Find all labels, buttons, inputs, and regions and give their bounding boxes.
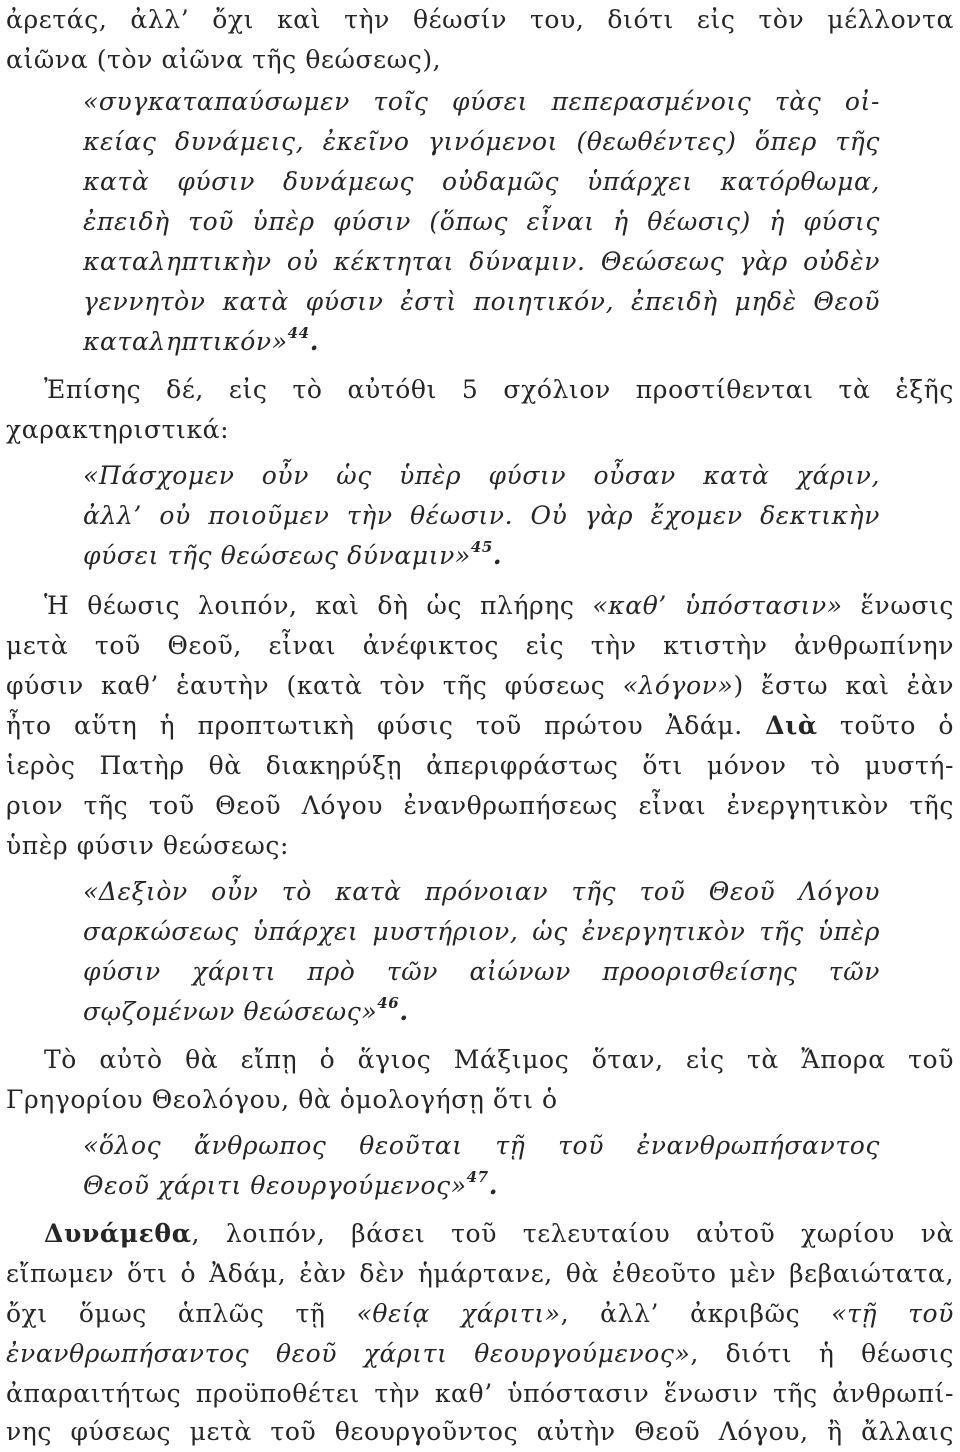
text-run: καταληπτικόν»	[83, 327, 288, 356]
footnote-ref: 45	[470, 538, 493, 556]
text-run: τοῦτο ὁ	[817, 711, 954, 740]
text-run: φύσει τῆς θεώσεως δύναμιν»	[83, 541, 471, 570]
text-run: «Πάσχομεν οὖν ὡς ὑπὲρ φύσιν οὖσαν κατὰ χάριν,	[83, 461, 880, 490]
text-line	[6, 786, 954, 826]
text-run: «τῇ τοῦ	[831, 1299, 954, 1328]
quote-line	[83, 496, 880, 536]
text-run: Διὰ	[765, 711, 818, 740]
text-line	[6, 1294, 954, 1334]
text-line	[6, 1334, 954, 1374]
text-run: καταληπτικὴν οὐ κέκτηται δύναμιν. Θεώσεως γὰρ οὐδὲν	[83, 247, 880, 276]
text-run: .	[309, 327, 320, 356]
quote-line	[83, 202, 880, 242]
text-run: Ἐπίσης δέ, εἰς τὸ αὐτόθι 5 σχόλιον προστίθενται τὰ ἑξῆς	[44, 375, 954, 404]
text-run: «συγκαταπαύσωμεν τοῖς φύσει πεπερασμένοις τὰς οἰ-	[83, 87, 880, 116]
quote-line	[83, 992, 880, 1032]
text-run: σῳζομένων θεώσεως»	[83, 997, 378, 1026]
text-line	[6, 826, 954, 866]
text-run: ὑπὲρ φύσιν θεώσεως:	[6, 831, 290, 860]
text-run: ἐπειδὴ τοῦ ὑπὲρ φύσιν (ὅπως εἶναι ἡ θέωσις) ἡ φύσις	[83, 207, 880, 236]
text-line	[44, 370, 954, 410]
text-run: κείας δυνάμεις, ἐκεῖνο γινόμενοι (θεωθέντες) ὅπερ τῆς	[83, 127, 880, 156]
quote-line	[83, 82, 880, 122]
text-run: γεννητὸν κατὰ φύσιν ἐστὶ ποιητικόν, ἐπειδὴ μηδὲ Θεοῦ	[83, 287, 880, 316]
text-run: .	[399, 997, 409, 1026]
text-run: ἦτο αὕτη ἡ προπτωτικὴ φύσις τοῦ πρώτου Ἀδάμ.	[6, 711, 766, 740]
quote-line	[83, 242, 880, 282]
footnote-ref: 47	[466, 1168, 489, 1186]
footnote-ref: 46	[377, 994, 400, 1012]
text-line	[6, 410, 954, 450]
text-run: .	[492, 541, 503, 570]
text-run: Ἡ θέωσις λοιπόν, καὶ δὴ ὡς πλήρης	[44, 591, 593, 620]
text-run: «λόγον»	[622, 671, 734, 700]
quote-line	[83, 536, 880, 576]
text-run: εἴπωμεν ὅτι ὁ Ἀδάμ, ἐὰν δὲν ἡμάρτανε, θὰ ἐθεοῦτο μὲν βεβαιώτατα,	[6, 1259, 954, 1288]
text-run: .	[488, 1171, 499, 1200]
text-run: ἱερὸς Πατὴρ θὰ διακηρύξῃ ἀπεριφράστως ὅτι μόνον τὸ μυστή-	[6, 751, 954, 780]
text-line	[6, 0, 954, 40]
text-line	[6, 1080, 954, 1120]
quote-line	[83, 912, 880, 952]
text-line	[6, 666, 954, 706]
text-run: , λοιπόν, βάσει τοῦ τελευταίου αὐτοῦ χωρίου νὰ	[191, 1219, 954, 1248]
text-run: ἐνανθρωπήσαντος θεοῦ χάριτι θεουργούμενος»	[6, 1339, 691, 1368]
text-run: «θείᾳ χάριτι»	[356, 1299, 561, 1328]
text-run: Θεοῦ χάριτι θεουργούμενος»	[83, 1171, 467, 1200]
text-run: ἀρετάς, ἀλλ’ ὄχι καὶ τὴν θέωσίν του, διότι εἰς τὸν μέλλοντα	[6, 5, 954, 34]
text-run: Γρηγορίου Θεολόγου, θὰ ὁμολογήσῃ ὅτι ὁ	[6, 1085, 558, 1114]
text-run: μετὰ τοῦ Θεοῦ, εἶναι ἀνέφικτος εἰς τὴν κτιστὴν ἀνθρωπίνην	[6, 631, 954, 660]
text-run: φύσιν χάριτι πρὸ τῶν αἰώνων προορισθείσης τῶν	[83, 957, 880, 986]
text-run: ἀπαραιτήτως προϋποθέτει τὴν καθ’ ὑπόστασιν ἕνωσιν τῆς ἀνθρωπί-	[6, 1379, 954, 1408]
text-run: «Δεξιὸν οὖν τὸ κατὰ πρόνοιαν τῆς τοῦ Θεοῦ Λόγου	[83, 877, 880, 906]
text-run: νης φύσεως μετὰ τοῦ θεουργοῦντος αὐτὴν Θεοῦ Λόγου, ἢ ἄλλαις	[6, 1417, 954, 1446]
text-run: φύσιν καθ’ ἑαυτὴν (κατὰ τὸν τῆς φύσεως	[6, 671, 623, 700]
text-run: , ἀλλ’ ἀκριβῶς	[560, 1299, 832, 1328]
text-run: , διότι ἡ θέωσις	[690, 1339, 954, 1368]
text-run: «ὅλος ἄνθρωπος θεοῦται τῇ τοῦ ἐνανθρωπήσαντος	[83, 1131, 880, 1160]
text-run: «καθ’ ὑπόστασιν»	[592, 591, 843, 620]
quote-line	[83, 872, 880, 912]
quote-line	[83, 456, 880, 496]
text-run: ἀλλ’ οὐ ποιοῦμεν τὴν θέωσιν. Οὐ γὰρ ἔχομεν δεκτικὴν	[83, 501, 880, 530]
footnote-ref: 44	[287, 324, 310, 342]
text-line	[6, 1374, 954, 1414]
text-run: αἰῶνα (τὸν αἰῶνα τῆς θεώσεως),	[6, 45, 442, 74]
text-line	[6, 1254, 954, 1294]
quote-line	[83, 952, 880, 992]
text-run: Δυνάμεθα	[44, 1219, 192, 1248]
text-run: κατὰ φύσιν δυνάμεως οὐδαμῶς ὑπάρχει κατόρθωμα,	[83, 167, 880, 196]
text-line	[6, 626, 954, 666]
text-run: ριον τῆς τοῦ Θεοῦ Λόγου ἐνανθρωπήσεως εἶναι ἐνεργητικὸν τῆς	[6, 791, 954, 820]
text-run: χαρακτηριστικά:	[6, 415, 230, 444]
text-line	[44, 1214, 954, 1254]
text-run: Τὸ αὐτὸ θὰ εἴπῃ ὁ ἅγιος Μάξιμος ὅταν, εἰς τὰ Ἄπορα τοῦ	[44, 1045, 954, 1074]
text-run: σαρκώσεως ὑπάρχει μυστήριον, ὡς ἐνεργητικὸν τῆς ὑπὲρ	[83, 917, 880, 946]
text-run: ὄχι ὅμως ἁπλῶς τῇ	[6, 1299, 357, 1328]
quote-line	[83, 1126, 880, 1166]
quote-line	[83, 122, 880, 162]
text-line	[44, 1040, 954, 1080]
quote-line	[83, 282, 880, 322]
text-line	[6, 40, 954, 80]
quote-line	[83, 162, 880, 202]
text-run: ) ἔστω καὶ ἐὰν	[733, 671, 954, 700]
quote-line	[83, 1166, 880, 1206]
text-run: ἕνωσις	[842, 591, 955, 620]
text-line	[6, 746, 954, 786]
quote-line	[83, 322, 880, 362]
text-line	[6, 1412, 954, 1452]
text-line	[44, 586, 954, 626]
text-line	[6, 706, 954, 746]
